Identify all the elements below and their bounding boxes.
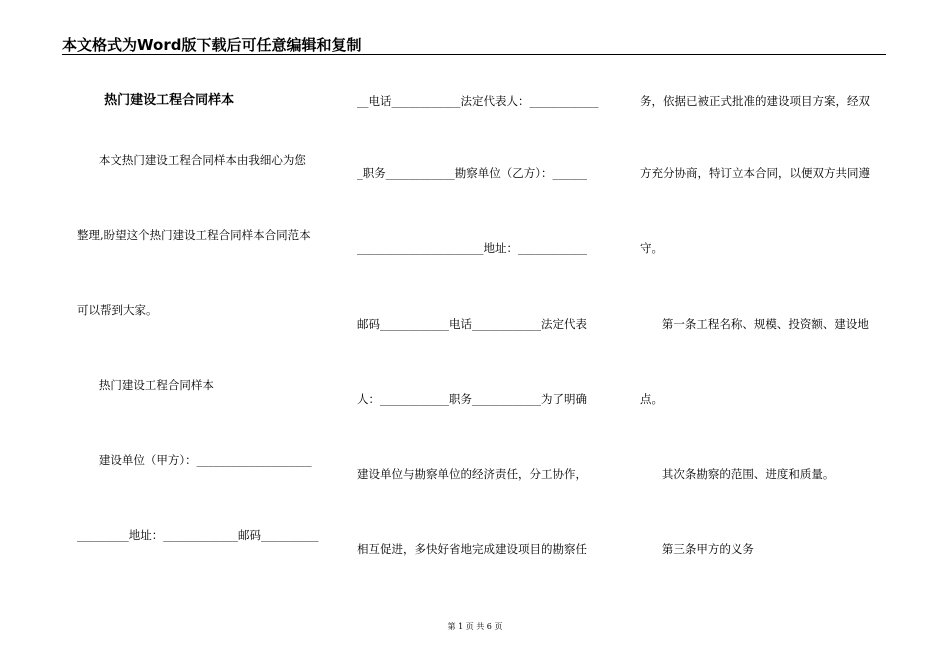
document-header: 本文格式为Word版下载后可任意编辑和复制 — [62, 36, 362, 54]
text-line: 第三条甲方的义务 — [640, 542, 754, 556]
text-line: 本文热门建设工程合同样本由我细心为您 — [77, 153, 306, 167]
text-line: 热门建设工程合同样本 — [77, 378, 214, 392]
text-line: 点。 — [640, 392, 663, 406]
text-line: 建设单位（甲方）：____________________ — [77, 453, 312, 467]
header-divider — [62, 54, 886, 55]
text-line: 整理,盼望这个热门建设工程合同样本合同范本 — [77, 228, 311, 242]
text-line: 相互促进，多快好省地完成建设项目的勘察任 — [357, 542, 587, 556]
text-line: 建设单位与勘察单位的经济责任，分工协作， — [357, 467, 587, 481]
text-line: __电话____________法定代表人：____________ — [357, 94, 599, 108]
text-line: 其次条勘察的范围、进度和质量。 — [640, 467, 835, 481]
text-line: 方充分协商，特订立本合同，以便双方共同遵 — [640, 166, 870, 180]
text-line: 可以帮到大家。 — [77, 303, 158, 317]
text-line: _职务____________勘察单位（乙方）：______ — [357, 166, 587, 180]
text-line: 邮码____________电话____________法定代表 — [357, 317, 587, 331]
text-line: ______________________地址：____________ — [357, 241, 587, 255]
text-line: 第一条工程名称、规模、投资额、建设地 — [640, 317, 869, 331]
page-number-footer: 第 1 页 共 6 页 — [447, 622, 503, 631]
text-line: 务，依据已被正式批准的建设项目方案，经双 — [640, 94, 870, 108]
document-title: 热门建设工程合同样本 — [77, 93, 235, 108]
text-line: 守。 — [640, 241, 663, 255]
text-line: _________地址：_____________邮码__________ — [77, 528, 319, 542]
text-line: 人：____________职务____________为了明确 — [357, 392, 587, 406]
